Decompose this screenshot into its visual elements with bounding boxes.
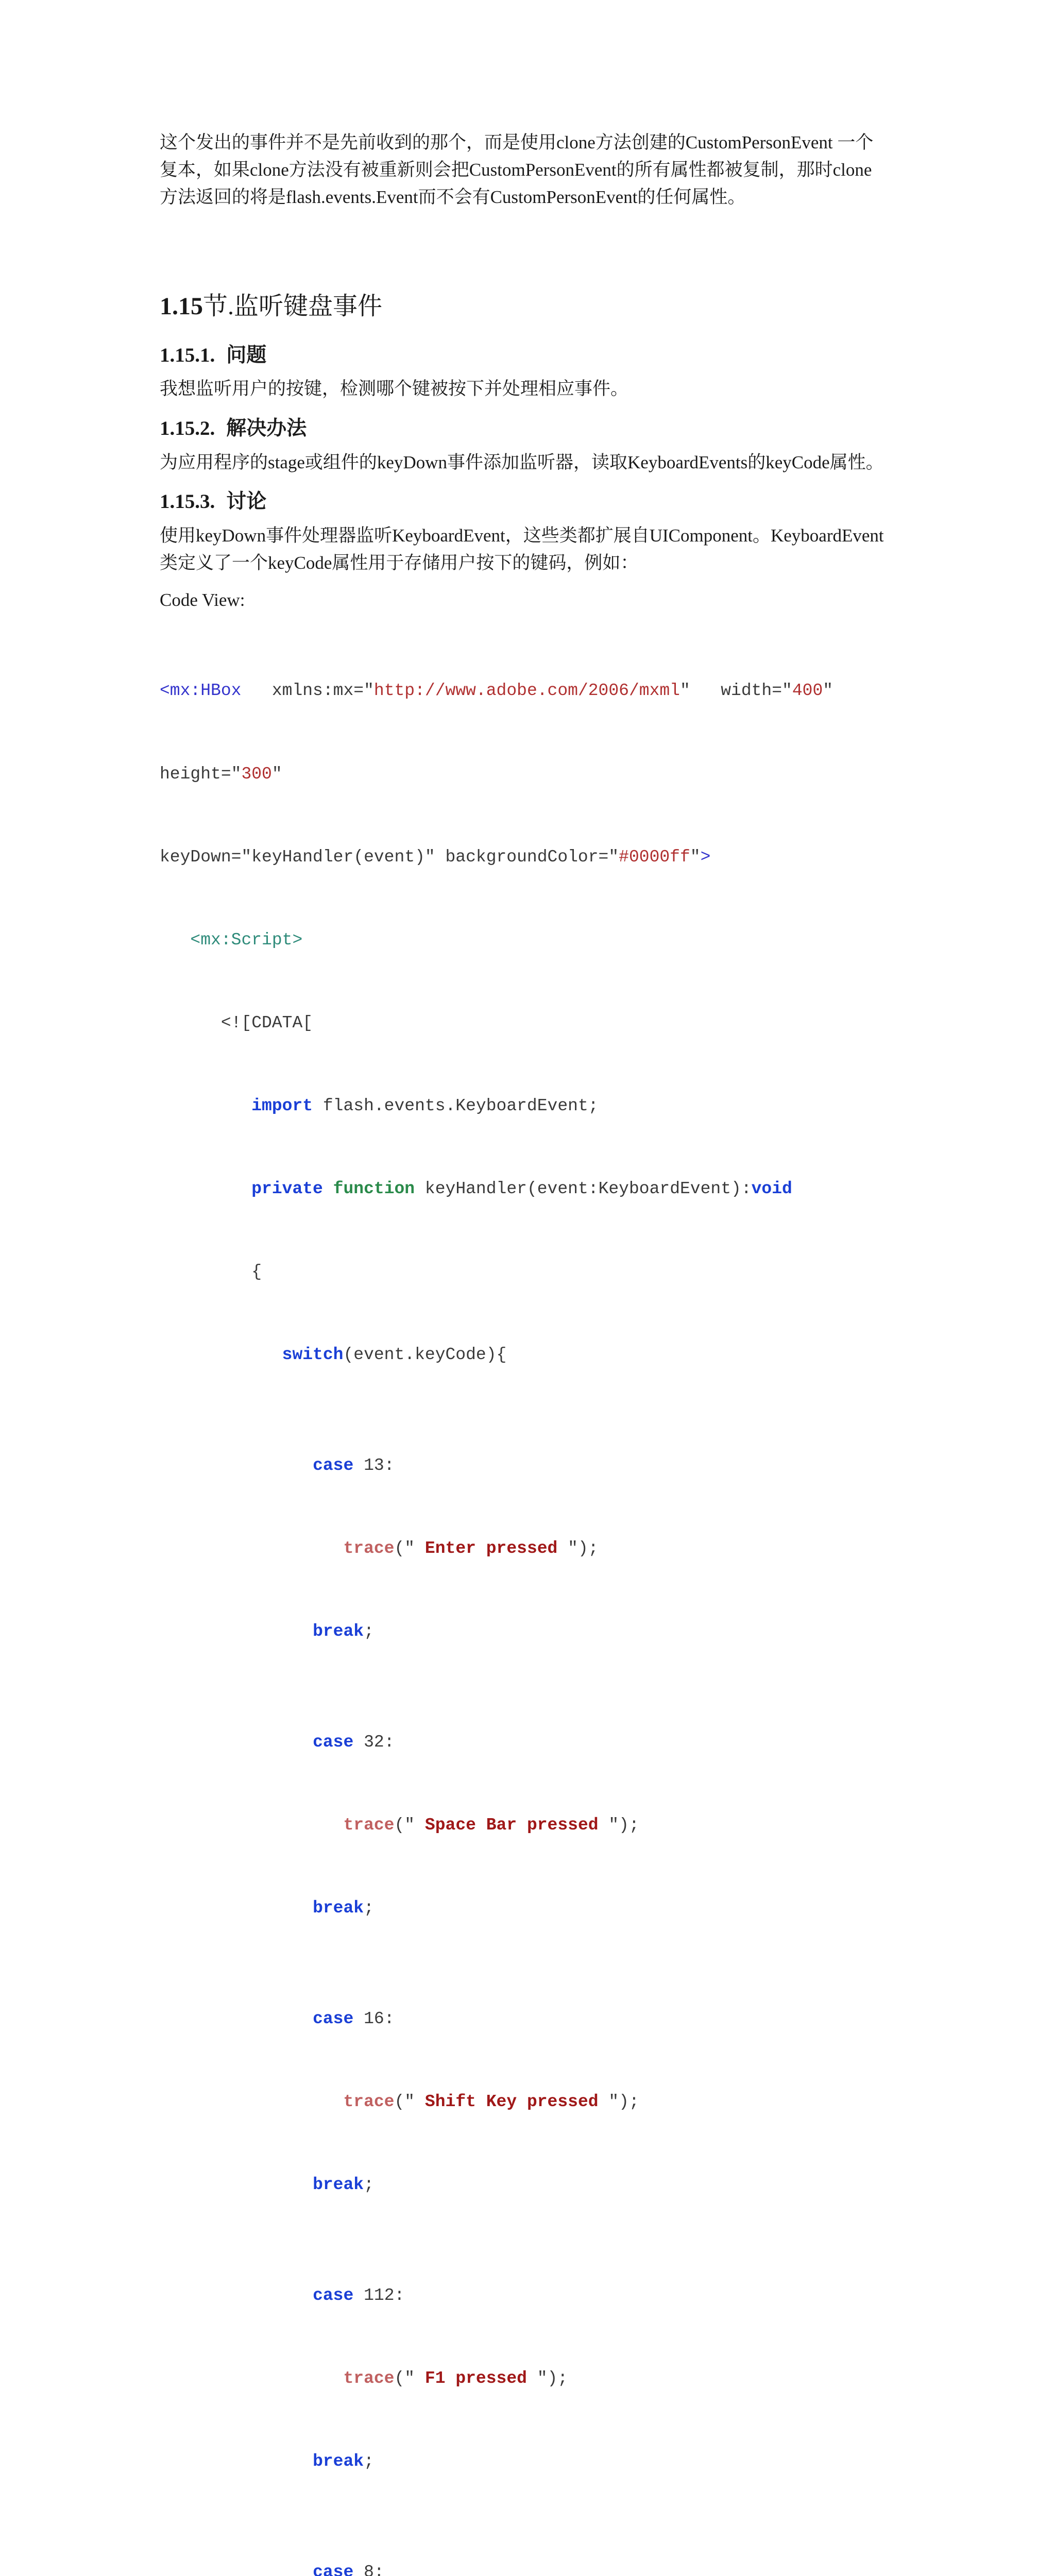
code-line: break; — [313, 1622, 374, 1641]
code-line: break; — [313, 1899, 374, 1918]
code-listing — [160, 622, 833, 2576]
problem-number: 1.15.1. — [160, 344, 215, 366]
code-line: break; — [313, 2175, 374, 2195]
solution-heading — [160, 412, 307, 441]
code-view-label: Code View: — [160, 590, 245, 610]
problem-title: 问题 — [226, 344, 267, 366]
code-line: break; — [313, 2452, 374, 2471]
section-number: 1.15 — [160, 293, 203, 320]
code-line: <mx:Script> — [190, 930, 303, 950]
section-heading — [160, 286, 382, 321]
intro-line-3: 方法返回的将是flash.events.Event而不会有CustomPersonEvent的任何属性。 — [160, 187, 746, 207]
problem-heading — [160, 339, 266, 368]
section-title: 节.监听键盘事件 — [203, 293, 383, 320]
discussion-line-1: 使用keyDown事件处理器监听KeyboardEvent，这些类都扩展自UIComponent。KeyboardEvent — [160, 526, 884, 546]
code-line: keyDown="keyHandler(event)" backgroundColor="#0000ff"> — [160, 847, 711, 867]
problem-text: 我想监听用户的按键，检测哪个键被按下并处理相应事件。 — [160, 379, 629, 399]
code-line: trace(" Shift Key pressed "); — [343, 2092, 639, 2112]
code-line: case 13: — [313, 1455, 395, 1475]
code-line: trace(" Space Bar pressed "); — [343, 1816, 639, 1835]
discussion-line-2: 类定义了一个keyCode属性用于存储用户按下的键码，例如： — [160, 553, 639, 573]
discussion-title: 讨论 — [226, 490, 267, 513]
code-line: case 32: — [313, 1732, 395, 1752]
intro-line-1: 这个发出的事件并不是先前收到的那个，而是使用clone方法创建的CustomPersonEvent 一个 — [160, 132, 874, 152]
code-line: height="300" — [160, 764, 282, 784]
code-line: trace(" F1 pressed "); — [343, 2369, 568, 2388]
code-line: import flash.events.KeyboardEvent; — [251, 1096, 599, 1115]
solution-number: 1.15.2. — [160, 417, 215, 439]
discussion-heading — [160, 485, 266, 514]
code-line: case 8: — [313, 2562, 384, 2576]
code-line: <mx:HBox xmlns:mx="http://www.adobe.com/2006/mxml" width="400" — [160, 681, 833, 701]
code-line: private function keyHandler(event:KeyboardEvent):void — [251, 1179, 792, 1198]
intro-line-2: 复本，如果clone方法没有被重新则会把CustomPersonEvent的所有属性都被复制，那时clone — [160, 160, 872, 180]
code-line: case 16: — [313, 2009, 395, 2028]
solution-text: 为应用程序的stage或组件的keyDown事件添加监听器，读取KeyboardEvents的keyCode属性。 — [160, 452, 884, 472]
solution-title: 解决办法 — [226, 417, 307, 439]
code-line: case 112: — [313, 2285, 405, 2305]
discussion-number: 1.15.3. — [160, 490, 215, 513]
code-line: switch(event.keyCode){ — [282, 1345, 507, 1365]
code-line: { — [251, 1262, 262, 1282]
code-line: trace(" Enter pressed "); — [343, 1539, 599, 1558]
code-line: <![CDATA[ — [220, 1013, 313, 1032]
